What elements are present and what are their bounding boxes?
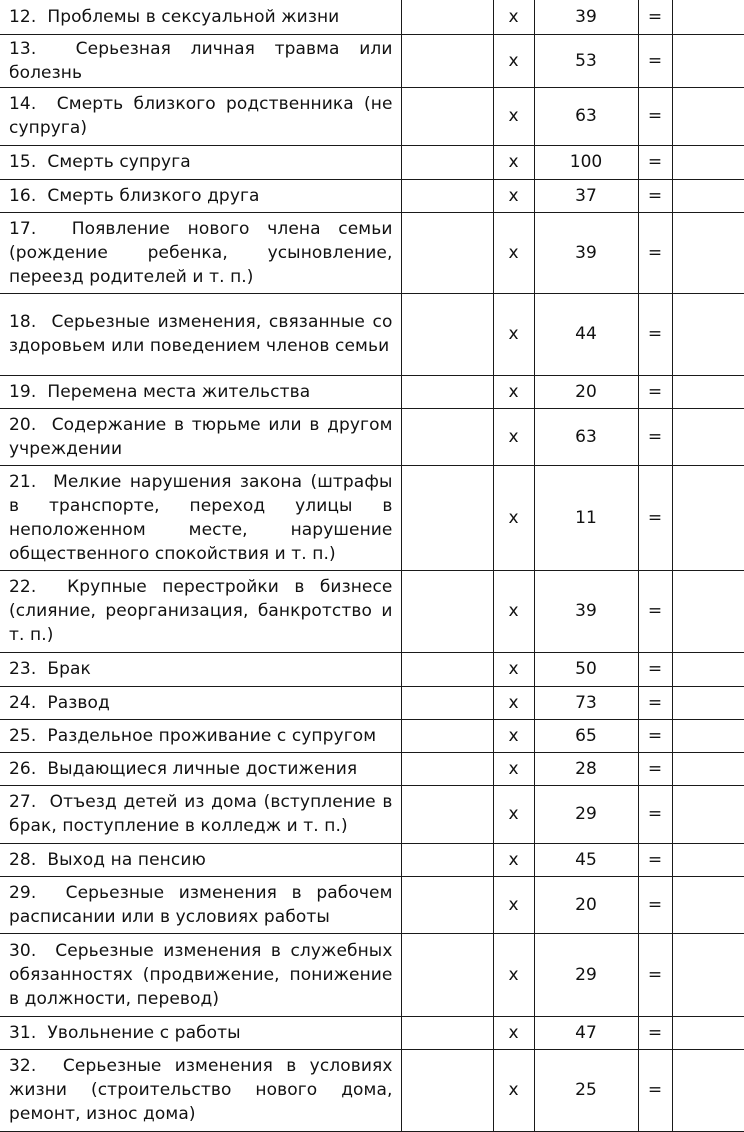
event-description bbox=[0, 843, 401, 876]
event-points: 100 bbox=[534, 145, 638, 179]
event-number: 18. bbox=[9, 312, 37, 332]
multiply-sign: x bbox=[493, 179, 534, 212]
equals-sign: = bbox=[638, 145, 672, 179]
multiply-sign: x bbox=[493, 570, 534, 652]
answer-cell[interactable] bbox=[401, 34, 493, 87]
event-description bbox=[0, 212, 401, 293]
table-row bbox=[0, 145, 744, 179]
event-description bbox=[0, 408, 401, 465]
answer-cell[interactable] bbox=[401, 785, 493, 843]
answer-cell[interactable] bbox=[401, 686, 493, 719]
result-cell[interactable] bbox=[672, 408, 744, 465]
event-points: 63 bbox=[534, 87, 638, 145]
multiply-sign: x bbox=[493, 752, 534, 785]
event-description bbox=[0, 719, 401, 752]
event-points: 39 bbox=[534, 212, 638, 293]
answer-cell[interactable] bbox=[401, 933, 493, 1016]
event-points: 53 bbox=[534, 34, 638, 87]
event-description bbox=[0, 87, 401, 145]
multiply-sign: x bbox=[493, 719, 534, 752]
event-description bbox=[0, 1016, 401, 1049]
multiply-sign: x bbox=[493, 0, 534, 34]
result-cell[interactable] bbox=[672, 34, 744, 87]
equals-sign: = bbox=[638, 876, 672, 933]
equals-sign: = bbox=[638, 686, 672, 719]
multiply-sign: x bbox=[493, 212, 534, 293]
multiply-sign: x bbox=[493, 465, 534, 570]
event-text: Смерть близкого друга bbox=[47, 185, 260, 206]
answer-cell[interactable] bbox=[401, 179, 493, 212]
event-number: 23. bbox=[9, 659, 37, 679]
event-points: 50 bbox=[534, 652, 638, 686]
event-number: 20. bbox=[9, 414, 37, 435]
event-number: 25. bbox=[9, 725, 37, 746]
equals-sign: = bbox=[638, 719, 672, 752]
result-cell[interactable] bbox=[672, 87, 744, 145]
event-number: 15. bbox=[9, 152, 37, 172]
answer-cell[interactable] bbox=[401, 0, 493, 34]
event-number: 22. bbox=[9, 577, 37, 597]
event-points: 73 bbox=[534, 686, 638, 719]
event-number: 12. bbox=[9, 6, 37, 27]
answer-cell[interactable] bbox=[401, 375, 493, 408]
table-row bbox=[0, 293, 744, 375]
event-description bbox=[0, 933, 401, 1016]
multiply-sign: x bbox=[493, 1016, 534, 1049]
table-row bbox=[0, 752, 744, 785]
answer-cell[interactable] bbox=[401, 1016, 493, 1049]
equals-sign: = bbox=[638, 34, 672, 87]
result-cell[interactable] bbox=[672, 293, 744, 375]
event-points: 47 bbox=[534, 1016, 638, 1049]
answer-cell[interactable] bbox=[401, 293, 493, 375]
event-text: Выход на пенсию bbox=[47, 849, 206, 870]
event-points: 39 bbox=[534, 0, 638, 34]
table-row bbox=[0, 465, 744, 570]
event-points: 20 bbox=[534, 876, 638, 933]
event-points: 25 bbox=[534, 1049, 638, 1131]
equals-sign: = bbox=[638, 212, 672, 293]
result-cell[interactable] bbox=[672, 652, 744, 686]
event-number: 19. bbox=[9, 381, 37, 402]
answer-cell[interactable] bbox=[401, 843, 493, 876]
equals-sign: = bbox=[638, 465, 672, 570]
answer-cell[interactable] bbox=[401, 570, 493, 652]
result-cell[interactable] bbox=[672, 843, 744, 876]
event-description bbox=[0, 876, 401, 933]
answer-cell[interactable] bbox=[401, 1049, 493, 1131]
event-description bbox=[0, 570, 401, 652]
table-row bbox=[0, 719, 744, 752]
event-text: Серьезные изменения в рабочем расписании или в условиях работы bbox=[9, 882, 393, 927]
equals-sign: = bbox=[638, 652, 672, 686]
event-number: 13. bbox=[9, 38, 37, 59]
answer-cell[interactable] bbox=[401, 652, 493, 686]
event-description bbox=[0, 0, 401, 34]
table-row bbox=[0, 876, 744, 933]
event-description bbox=[0, 652, 401, 686]
table-row bbox=[0, 34, 744, 87]
table-row bbox=[0, 652, 744, 686]
table-row bbox=[0, 785, 744, 843]
multiply-sign: x bbox=[493, 876, 534, 933]
event-points: 37 bbox=[534, 179, 638, 212]
event-text: Увольнение с работы bbox=[47, 1022, 241, 1043]
event-description bbox=[0, 785, 401, 843]
result-cell[interactable] bbox=[672, 752, 744, 785]
table-row bbox=[0, 843, 744, 876]
answer-cell[interactable] bbox=[401, 876, 493, 933]
answer-cell[interactable] bbox=[401, 752, 493, 785]
event-points: 28 bbox=[534, 752, 638, 785]
table-row bbox=[0, 375, 744, 408]
event-text: Смерть близкого родственника (не супруга) bbox=[9, 94, 393, 138]
equals-sign: = bbox=[638, 1016, 672, 1049]
table-row bbox=[0, 408, 744, 465]
equals-sign: = bbox=[638, 87, 672, 145]
result-cell[interactable] bbox=[672, 465, 744, 570]
event-number: 27. bbox=[9, 792, 37, 812]
event-text: Серьезная личная травма или болезнь bbox=[9, 38, 393, 83]
event-points: 11 bbox=[534, 465, 638, 570]
answer-cell[interactable] bbox=[401, 408, 493, 465]
table-row bbox=[0, 1049, 744, 1131]
event-points: 45 bbox=[534, 843, 638, 876]
multiply-sign: x bbox=[493, 1049, 534, 1131]
answer-cell[interactable] bbox=[401, 719, 493, 752]
event-text: Проблемы в сексуальной жизни bbox=[47, 6, 340, 27]
multiply-sign: x bbox=[493, 686, 534, 719]
result-cell[interactable] bbox=[672, 0, 744, 34]
event-description bbox=[0, 686, 401, 719]
answer-cell[interactable] bbox=[401, 87, 493, 145]
event-number: 29. bbox=[9, 882, 37, 903]
event-text: Развод bbox=[47, 692, 110, 713]
event-text: Брак bbox=[47, 659, 91, 679]
event-number: 28. bbox=[9, 849, 37, 870]
event-text: Мелкие нарушения закона (штрафы в транспорте, переход улицы в неположенном месте, нарушение общественного спокойствия и т. п.) bbox=[9, 471, 393, 564]
result-cell[interactable] bbox=[672, 1016, 744, 1049]
result-cell[interactable] bbox=[672, 933, 744, 1016]
event-points: 44 bbox=[534, 293, 638, 375]
event-text: Смерть супруга bbox=[47, 152, 191, 172]
event-description bbox=[0, 1049, 401, 1131]
table-row bbox=[0, 0, 744, 34]
equals-sign: = bbox=[638, 785, 672, 843]
equals-sign: = bbox=[638, 375, 672, 408]
event-text: Содержание в тюрьме или в другом учреждении bbox=[9, 414, 393, 459]
result-cell[interactable] bbox=[672, 179, 744, 212]
event-number: 31. bbox=[9, 1022, 37, 1043]
table-row bbox=[0, 1016, 744, 1049]
multiply-sign: x bbox=[493, 145, 534, 179]
event-description bbox=[0, 145, 401, 179]
event-points: 20 bbox=[534, 375, 638, 408]
event-text: Серьезные изменения в служебных обязанностях (продвижение, понижение в должности, перевод) bbox=[9, 940, 393, 1009]
event-description bbox=[0, 179, 401, 212]
result-cell[interactable] bbox=[672, 375, 744, 408]
table-row bbox=[0, 87, 744, 145]
event-text: Отъезд детей из дома (вступление в брак, поступление в колледж и т. п.) bbox=[9, 792, 393, 836]
multiply-sign: x bbox=[493, 34, 534, 87]
multiply-sign: x bbox=[493, 375, 534, 408]
event-text: Серьезные изменения в условиях жизни (строительство нового дома, ремонт, износ дома) bbox=[9, 1056, 393, 1124]
event-description bbox=[0, 465, 401, 570]
event-description bbox=[0, 752, 401, 785]
event-text: Раздельное проживание с супругом bbox=[47, 725, 377, 746]
result-cell[interactable] bbox=[672, 1049, 744, 1131]
table-row bbox=[0, 570, 744, 652]
answer-cell[interactable] bbox=[401, 465, 493, 570]
event-points: 29 bbox=[534, 785, 638, 843]
event-number: 32. bbox=[9, 1056, 37, 1076]
multiply-sign: x bbox=[493, 293, 534, 375]
table-row bbox=[0, 179, 744, 212]
event-number: 17. bbox=[9, 218, 37, 239]
event-text: Появление нового члена семьи (рождение ребенка, усыновление, переезд родителей и т. п.) bbox=[9, 218, 393, 287]
event-number: 14. bbox=[9, 94, 37, 114]
event-number: 16. bbox=[9, 185, 37, 206]
multiply-sign: x bbox=[493, 843, 534, 876]
result-cell[interactable] bbox=[672, 212, 744, 293]
event-points: 29 bbox=[534, 933, 638, 1016]
multiply-sign: x bbox=[493, 87, 534, 145]
event-number: 30. bbox=[9, 940, 37, 961]
equals-sign: = bbox=[638, 933, 672, 1016]
multiply-sign: x bbox=[493, 408, 534, 465]
event-number: 21. bbox=[9, 471, 37, 492]
event-description bbox=[0, 375, 401, 408]
table-row bbox=[0, 686, 744, 719]
multiply-sign: x bbox=[493, 652, 534, 686]
event-text: Крупные перестройки в бизнесе (слияние, реорганизация, банкротство и т. п.) bbox=[9, 577, 393, 645]
multiply-sign: x bbox=[493, 933, 534, 1016]
event-description bbox=[0, 34, 401, 87]
event-points: 65 bbox=[534, 719, 638, 752]
equals-sign: = bbox=[638, 179, 672, 212]
table-row bbox=[0, 212, 744, 293]
result-cell[interactable] bbox=[672, 570, 744, 652]
event-points: 39 bbox=[534, 570, 638, 652]
equals-sign: = bbox=[638, 570, 672, 652]
result-cell[interactable] bbox=[672, 785, 744, 843]
equals-sign: = bbox=[638, 0, 672, 34]
event-number: 26. bbox=[9, 758, 37, 779]
answer-cell[interactable] bbox=[401, 212, 493, 293]
event-number: 24. bbox=[9, 692, 37, 713]
equals-sign: = bbox=[638, 752, 672, 785]
equals-sign: = bbox=[638, 1049, 672, 1131]
answer-cell[interactable] bbox=[401, 145, 493, 179]
result-cell[interactable] bbox=[672, 876, 744, 933]
equals-sign: = bbox=[638, 843, 672, 876]
result-cell[interactable] bbox=[672, 145, 744, 179]
equals-sign: = bbox=[638, 408, 672, 465]
event-description bbox=[0, 293, 401, 375]
table-row bbox=[0, 933, 744, 1016]
event-points: 63 bbox=[534, 408, 638, 465]
result-cell[interactable] bbox=[672, 719, 744, 752]
event-text: Серьезные изменения, связанные со здоровьем или поведением членов семьи bbox=[9, 312, 393, 356]
event-text: Перемена места жительства bbox=[47, 381, 311, 402]
event-text: Выдающиеся личные достижения bbox=[47, 758, 358, 779]
result-cell[interactable] bbox=[672, 686, 744, 719]
multiply-sign: x bbox=[493, 785, 534, 843]
equals-sign: = bbox=[638, 293, 672, 375]
